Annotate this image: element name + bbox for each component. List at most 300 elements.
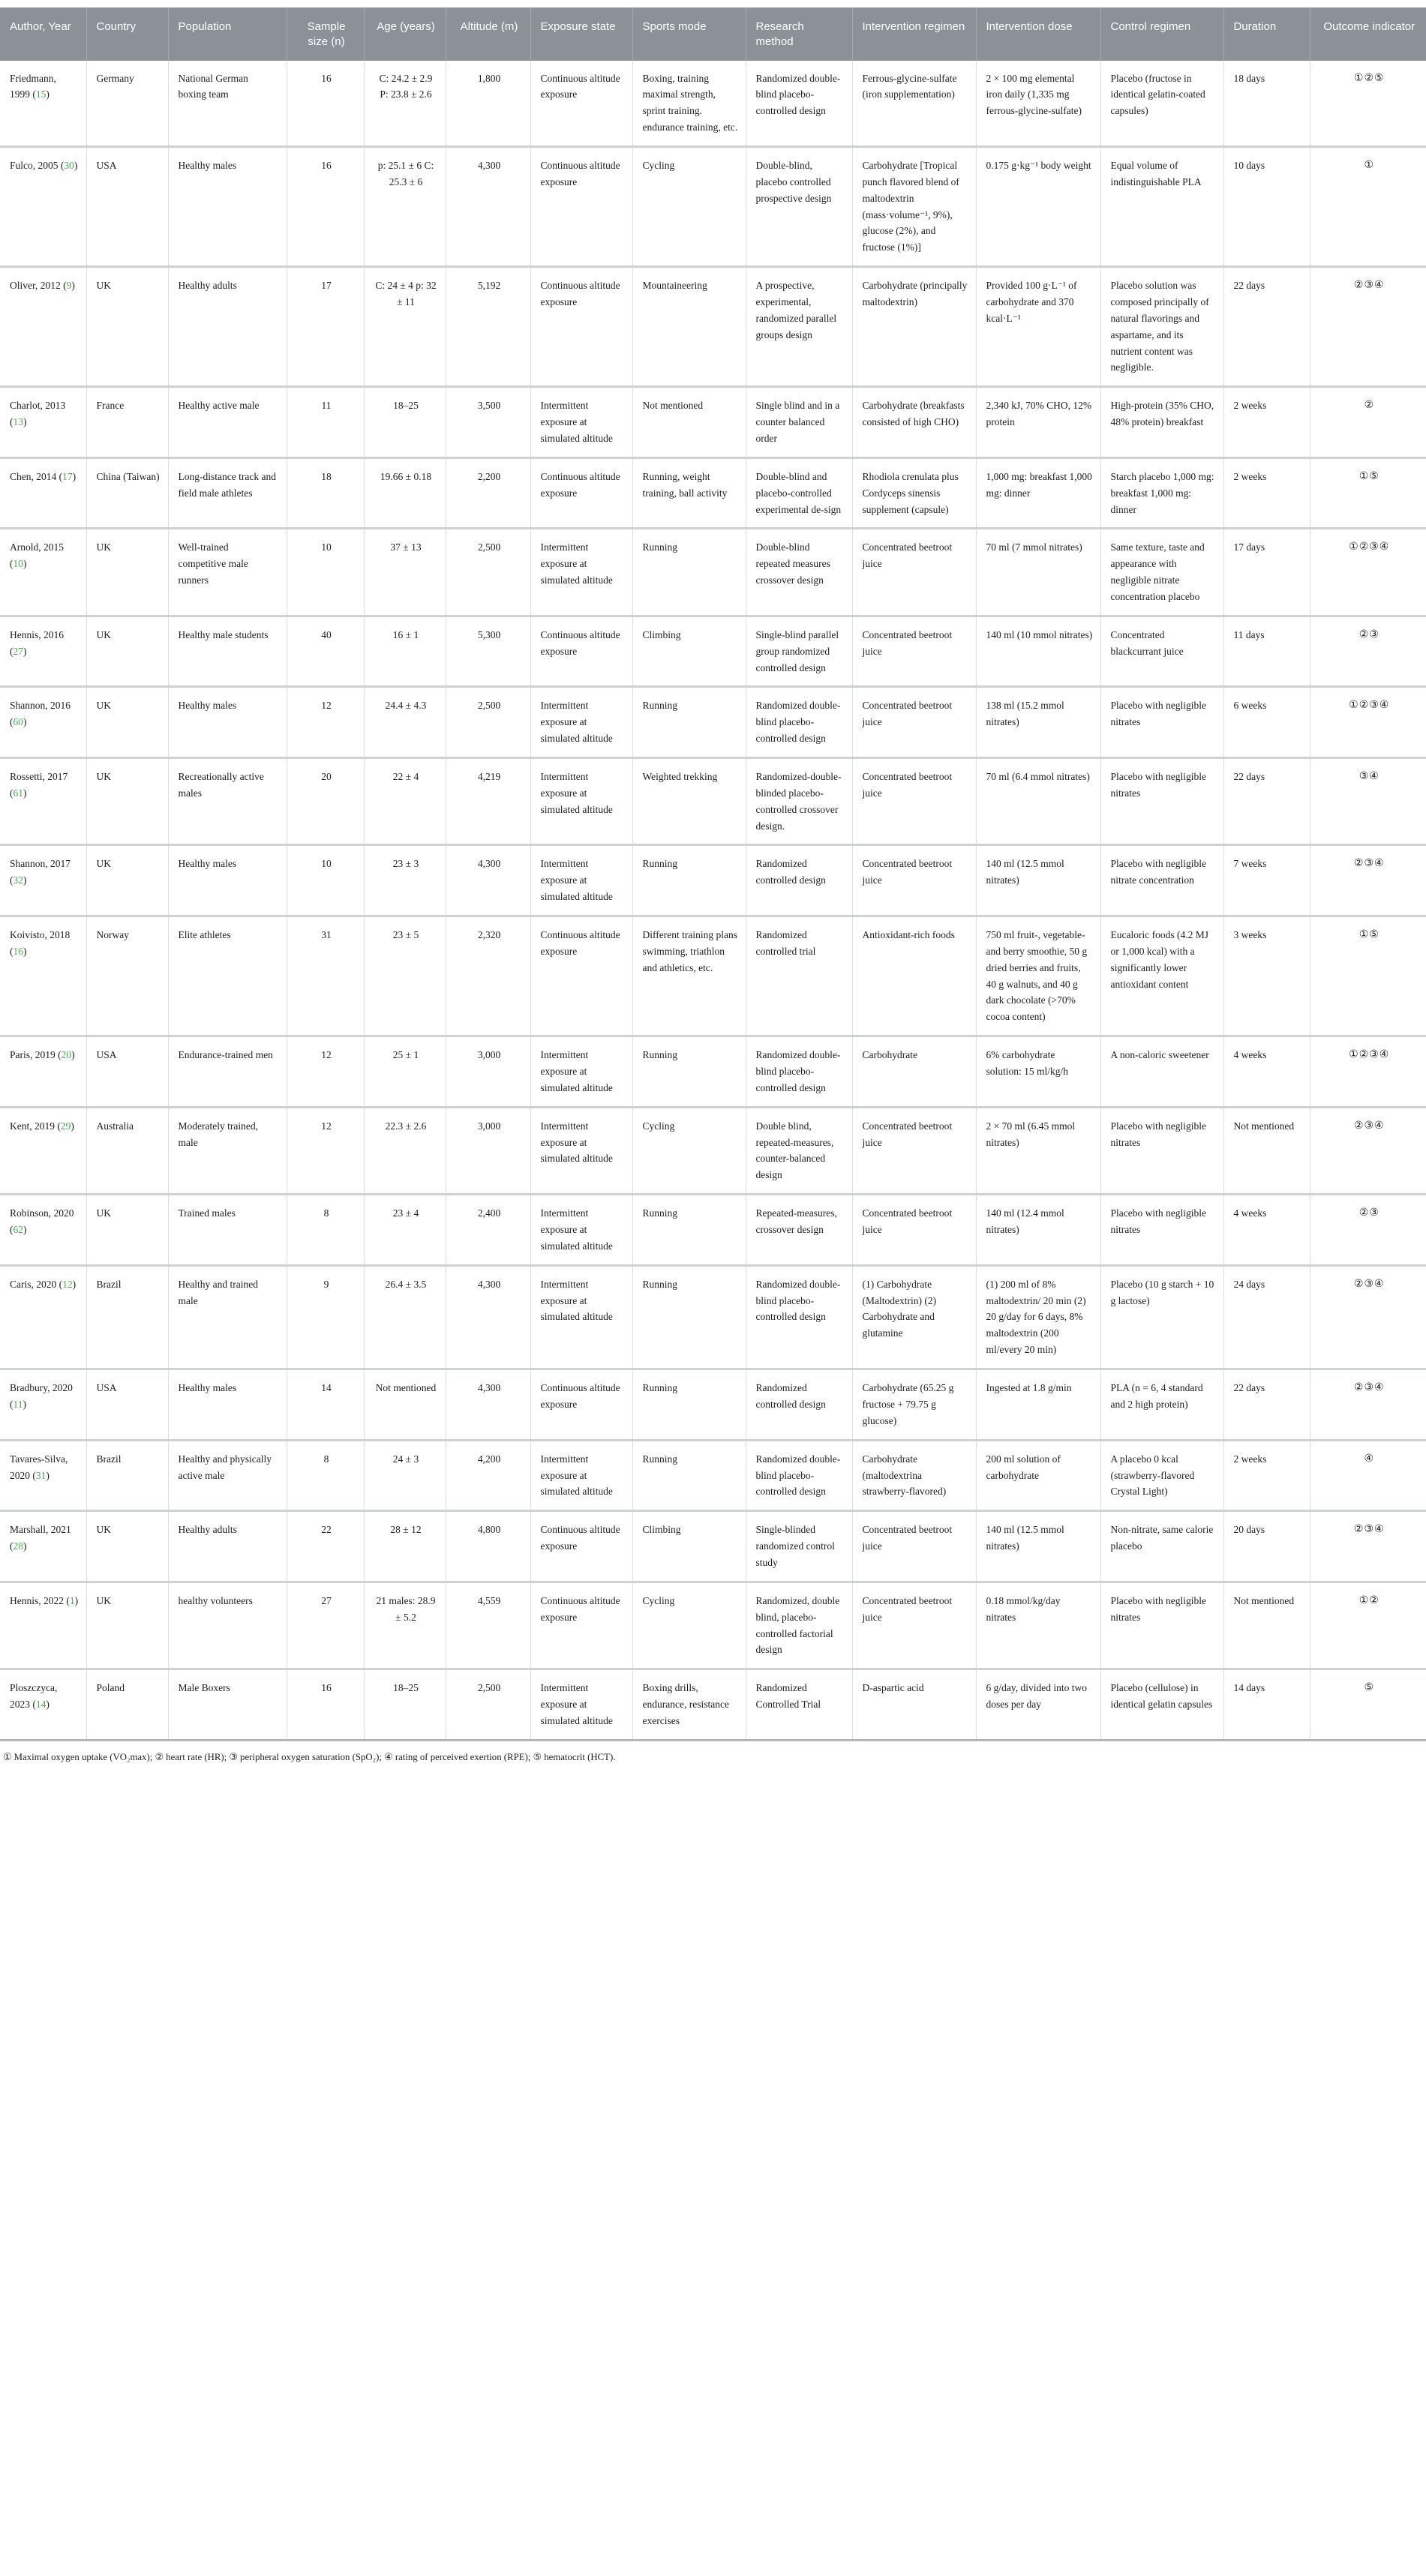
cell-dose: 140 ml (12.4 mmol nitrates) xyxy=(976,1195,1100,1266)
table-row xyxy=(0,1369,1426,1441)
cell-sports: Running xyxy=(632,1440,746,1511)
citation-paren-close: ) xyxy=(23,874,27,886)
cell-country: UK xyxy=(86,1511,168,1582)
citation-link[interactable] xyxy=(59,471,77,482)
cell-country: China (Taiwan) xyxy=(86,457,168,529)
citation-link[interactable] xyxy=(10,787,27,799)
cell-outcome: ①②⑤ xyxy=(1310,61,1426,147)
cell-research: Double-blind repeated measures crossover design xyxy=(746,529,852,616)
cell-dose: 6% carbohydrate solution: 15 ml/kg/h xyxy=(976,1036,1100,1108)
citation-number[interactable]: 10 xyxy=(13,558,23,570)
citation-paren-open: ( xyxy=(60,159,65,171)
cell-altitude: 2,500 xyxy=(446,687,530,758)
cell-duration: 4 weeks xyxy=(1223,1195,1310,1266)
cell-population: Moderately trained, male xyxy=(168,1107,287,1194)
cell-control: A non-caloric sweetener xyxy=(1100,1036,1223,1108)
cell-country: UK xyxy=(86,758,168,845)
cell-author xyxy=(0,1669,86,1741)
citation-number[interactable]: 31 xyxy=(35,1469,47,1481)
author-year-text: Marshall, 2021 xyxy=(10,1524,71,1536)
cell-exposure: Continuous altitude exposure xyxy=(530,267,632,387)
cell-age: 26.4 ± 3.5 xyxy=(364,1265,446,1369)
author-year-text: Ploszczyca, 2023 xyxy=(10,1682,58,1711)
author-year-text: Robinson, 2020 xyxy=(10,1207,74,1219)
citation-number[interactable]: 12 xyxy=(62,1278,73,1290)
cell-population: Trained males xyxy=(168,1195,287,1266)
cell-population: Healthy adults xyxy=(168,1511,287,1582)
cell-duration: 14 days xyxy=(1223,1669,1310,1741)
cell-exposure: Intermittent exposure at simulated altitude xyxy=(530,1195,632,1266)
cell-population: National German boxing team xyxy=(168,61,287,147)
cell-population: Healthy males xyxy=(168,1369,287,1441)
cell-dose: 200 ml solution of carbohydrate xyxy=(976,1440,1100,1511)
cell-country: UK xyxy=(86,529,168,616)
citation-link[interactable] xyxy=(10,716,27,727)
cell-population: Recreationally active males xyxy=(168,758,287,845)
cell-sports: Weighted trekking xyxy=(632,758,746,845)
citation-paren-open: ( xyxy=(59,470,63,482)
citation-paren-open: ( xyxy=(10,416,14,428)
cell-exposure: Intermittent exposure at simulated altitude xyxy=(530,845,632,916)
cell-outcome: ①⑤ xyxy=(1310,457,1426,529)
cell-age: 23 ± 5 xyxy=(364,916,446,1036)
citation-number[interactable]: 13 xyxy=(13,416,23,428)
cell-research: Randomized controlled trial xyxy=(746,916,852,1036)
cell-n: 16 xyxy=(287,146,364,266)
cell-age: Not mentioned xyxy=(364,1369,446,1441)
cell-exposure: Continuous altitude exposure xyxy=(530,1582,632,1669)
cell-author xyxy=(0,845,86,916)
cell-country: UK xyxy=(86,845,168,916)
cell-author xyxy=(0,387,86,458)
cell-n: 31 xyxy=(287,916,364,1036)
citation-number[interactable]: 27 xyxy=(13,645,23,657)
cell-duration: 24 days xyxy=(1223,1265,1310,1369)
cell-country: USA xyxy=(86,1369,168,1441)
cell-regimen: Carbohydrate (65.25 g fructose + 79.75 g glucose) xyxy=(852,1369,976,1441)
citation-number[interactable]: 9 xyxy=(66,280,72,292)
citation-paren-close: ) xyxy=(23,787,27,799)
cell-exposure: Continuous altitude exposure xyxy=(530,457,632,529)
cell-n: 12 xyxy=(287,687,364,758)
cell-control: Starch placebo 1,000 mg: breakfast 1,000 mg: dinner xyxy=(1100,457,1223,529)
cell-altitude: 3,500 xyxy=(446,387,530,458)
citation-link[interactable] xyxy=(10,1224,27,1235)
citation-paren-close: ) xyxy=(74,1594,79,1606)
citation-paren-close: ) xyxy=(23,1398,26,1410)
cell-n: 8 xyxy=(287,1440,364,1511)
citation-paren-open: ( xyxy=(32,1699,36,1711)
author-year-text: Bradbury, 2020 xyxy=(10,1382,73,1394)
citation-link[interactable] xyxy=(32,1470,50,1481)
cell-regimen: Antioxidant-rich foods xyxy=(852,916,976,1036)
table-row xyxy=(0,61,1426,147)
cell-altitude: 4,200 xyxy=(446,1440,530,1511)
cell-altitude: 4,300 xyxy=(446,845,530,916)
table-row xyxy=(0,1669,1426,1741)
citation-paren-open: ( xyxy=(66,1594,70,1606)
cell-outcome: ③④ xyxy=(1310,758,1426,845)
cell-population: Healthy and trained male xyxy=(168,1265,287,1369)
cell-outcome: ② xyxy=(1310,387,1426,458)
cell-research: Randomized Controlled Trial xyxy=(746,1669,852,1741)
cell-age: 18–25 xyxy=(364,387,446,458)
cell-age: 25 ± 1 xyxy=(364,1036,446,1108)
citation-paren-close: ) xyxy=(23,1224,27,1236)
citation-paren-close: ) xyxy=(23,1540,27,1552)
cell-n: 16 xyxy=(287,1669,364,1741)
citation-number[interactable]: 20 xyxy=(61,1049,72,1061)
cell-altitude: 2,500 xyxy=(446,1669,530,1741)
citation-paren-open: ( xyxy=(57,1120,61,1132)
citation-link[interactable] xyxy=(58,1049,75,1060)
cell-outcome: ①② xyxy=(1310,1582,1426,1669)
citation-link[interactable] xyxy=(32,1699,50,1710)
cell-control: High-protein (35% CHO, 48% protein) breakfast xyxy=(1100,387,1223,458)
citation-number[interactable]: 60 xyxy=(13,716,23,728)
citation-link[interactable] xyxy=(10,946,27,957)
cell-research: Randomized double-blind placebo-controlled design xyxy=(746,1265,852,1369)
citation-number[interactable]: 32 xyxy=(13,874,23,886)
cell-control: Placebo with negligible nitrate concentration xyxy=(1100,845,1223,916)
cell-author xyxy=(0,916,86,1036)
cell-research: Single-blind parallel group randomized controlled design xyxy=(746,616,852,687)
cell-sports: Running xyxy=(632,1036,746,1108)
cell-regimen: Concentrated beetroot juice xyxy=(852,529,976,616)
cell-research: Double-blind, placebo controlled prospective design xyxy=(746,146,852,266)
cell-research: Randomized double-blind placebo-controlled design xyxy=(746,1440,852,1511)
cell-dose: 138 ml (15.2 mmol nitrates) xyxy=(976,687,1100,758)
author-year-text: Hennis, 2016 xyxy=(10,628,64,640)
citation-paren-close: ) xyxy=(72,470,77,482)
cell-exposure: Continuous altitude exposure xyxy=(530,916,632,1036)
cell-dose: Provided 100 g·L⁻¹ of carbohydrate and 370 kcal·L⁻¹ xyxy=(976,267,1100,387)
cell-control: Equal volume of indistinguishable PLA xyxy=(1100,146,1223,266)
cell-population: Long-distance track and field male athletes xyxy=(168,457,287,529)
cell-author xyxy=(0,1369,86,1441)
cell-age: 23 ± 4 xyxy=(364,1195,446,1266)
cell-regimen: D-aspartic acid xyxy=(852,1669,976,1741)
cell-dose: 0.175 g·kg⁻¹ body weight xyxy=(976,146,1100,266)
cell-regimen: Rhodiola crenulata plus Cordyceps sinensis supplement (capsule) xyxy=(852,457,976,529)
cell-sports: Mountaineering xyxy=(632,267,746,387)
col-header-altitude: Altitude (m) xyxy=(446,7,530,61)
cell-population: healthy volunteers xyxy=(168,1582,287,1669)
col-header-author: Author, Year xyxy=(0,7,86,61)
cell-altitude: 2,200 xyxy=(446,457,530,529)
cell-outcome: ②③④ xyxy=(1310,845,1426,916)
cell-n: 16 xyxy=(287,61,364,147)
cell-sports: Climbing xyxy=(632,616,746,687)
cell-regimen: Concentrated beetroot juice xyxy=(852,1582,976,1669)
citation-link[interactable] xyxy=(66,1595,78,1606)
cell-dose: Ingested at 1.8 g/min xyxy=(976,1369,1100,1441)
cell-duration: 6 weeks xyxy=(1223,687,1310,758)
citation-paren-close: ) xyxy=(23,558,27,570)
table-row xyxy=(0,758,1426,845)
col-header-dose: Intervention dose xyxy=(976,7,1100,61)
citation-link[interactable] xyxy=(10,646,27,657)
cell-duration: Not mentioned xyxy=(1223,1107,1310,1194)
cell-altitude: 2,320 xyxy=(446,916,530,1036)
author-year-text: Chen, 2014 xyxy=(10,470,57,482)
citation-paren-close: ) xyxy=(23,716,27,728)
cell-country: Brazil xyxy=(86,1440,168,1511)
cell-sports: Climbing xyxy=(632,1511,746,1582)
cell-sports: Running xyxy=(632,1195,746,1266)
cell-exposure: Continuous altitude exposure xyxy=(530,146,632,266)
cell-n: 14 xyxy=(287,1369,364,1441)
citation-number[interactable]: 30 xyxy=(64,159,74,171)
citation-paren-close: ) xyxy=(46,88,50,100)
cell-research: A prospective, experimental, randomized parallel groups design xyxy=(746,267,852,387)
citation-number[interactable]: 16 xyxy=(13,945,23,957)
cell-dose: 2 × 100 mg elemental iron daily (1,335 mg ferrous-glycine-sulfate) xyxy=(976,61,1100,147)
citation-paren-open: ( xyxy=(63,280,67,292)
cell-n: 9 xyxy=(287,1265,364,1369)
table-row xyxy=(0,616,1426,687)
cell-duration: 22 days xyxy=(1223,758,1310,845)
citation-paren-open: ( xyxy=(32,1469,36,1481)
citation-number[interactable]: 29 xyxy=(60,1120,71,1132)
col-header-country: Country xyxy=(86,7,168,61)
cell-exposure: Intermittent exposure at simulated altitude xyxy=(530,1265,632,1369)
citation-link[interactable] xyxy=(10,558,27,569)
cell-country: UK xyxy=(86,1582,168,1669)
citation-link[interactable] xyxy=(59,1279,77,1290)
citation-link[interactable] xyxy=(10,1399,26,1410)
cell-control: Placebo (cellulose) in identical gelatin capsules xyxy=(1100,1669,1223,1741)
table-row xyxy=(0,529,1426,616)
citation-paren-open: ( xyxy=(59,1278,63,1290)
cell-control: Placebo solution was composed principally of natural flavorings and aspartame, and its nutrient content was negligible. xyxy=(1100,267,1223,387)
cell-population: Healthy adults xyxy=(168,267,287,387)
cell-n: 18 xyxy=(287,457,364,529)
cell-author xyxy=(0,529,86,616)
cell-regimen: Carbohydrate (breakfasts consisted of high CHO) xyxy=(852,387,976,458)
cell-population: Well-trained competitive male runners xyxy=(168,529,287,616)
cell-n: 12 xyxy=(287,1036,364,1108)
cell-author xyxy=(0,1582,86,1669)
cell-dose: 140 ml (12.5 mmol nitrates) xyxy=(976,845,1100,916)
cell-n: 10 xyxy=(287,529,364,616)
cell-sports: Different training plans swimming, triathlon and athletics, etc. xyxy=(632,916,746,1036)
cell-age: 23 ± 3 xyxy=(364,845,446,916)
citation-number[interactable]: 14 xyxy=(35,1699,47,1711)
citation-number[interactable]: 17 xyxy=(62,470,73,482)
table-row xyxy=(0,1036,1426,1108)
cell-regimen: Ferrous-glycine-sulfate (iron supplementation) xyxy=(852,61,976,147)
citation-paren-open: ( xyxy=(10,787,14,799)
cell-outcome: ④ xyxy=(1310,1440,1426,1511)
citation-paren-close: ) xyxy=(23,945,27,957)
cell-exposure: Intermittent exposure at simulated altitude xyxy=(530,529,632,616)
header-row xyxy=(0,7,1426,61)
cell-age: 19.66 ± 0.18 xyxy=(364,457,446,529)
cell-population: Healthy males xyxy=(168,146,287,266)
citation-link[interactable] xyxy=(10,416,27,427)
cell-control: Placebo (fructose in identical gelatin-coated capsules) xyxy=(1100,61,1223,147)
author-year-text: Arnold, 2015 xyxy=(10,541,64,553)
cell-control: Placebo (10 g starch + 10 g lactose) xyxy=(1100,1265,1223,1369)
cell-regimen: Carbohydrate (maltodextrina strawberry-flavored) xyxy=(852,1440,976,1511)
cell-age: p: 25.1 ± 6 C: 25.3 ± 6 xyxy=(364,146,446,266)
cell-dose: 2,340 kJ, 70% CHO, 12% protein xyxy=(976,387,1100,458)
cell-sports: Running xyxy=(632,1369,746,1441)
cell-author xyxy=(0,146,86,266)
cell-age: 28 ± 12 xyxy=(364,1511,446,1582)
cell-age: C: 24.2 ± 2.9 P: 23.8 ± 2.6 xyxy=(364,61,446,147)
table-footnote: ① Maximal oxygen uptake (VO₂max); ② heart rate (HR); ③ peripheral oxygen saturation (SpO₂); ④ rating of perceived exertion (RPE); ⑤ hematocrit (HCT). xyxy=(3,1751,616,1762)
cell-duration: 2 weeks xyxy=(1223,1440,1310,1511)
cell-exposure: Intermittent exposure at simulated altitude xyxy=(530,1669,632,1741)
cell-age: 18–25 xyxy=(364,1669,446,1741)
citation-link[interactable] xyxy=(10,1540,27,1552)
citation-paren-open: ( xyxy=(10,558,14,570)
cell-population: Healthy males xyxy=(168,687,287,758)
cell-age: 22 ± 4 xyxy=(364,758,446,845)
cell-sports: Running xyxy=(632,845,746,916)
cell-duration: 20 days xyxy=(1223,1511,1310,1582)
cell-n: 20 xyxy=(287,758,364,845)
cell-sports: Cycling xyxy=(632,1107,746,1194)
cell-n: 40 xyxy=(287,616,364,687)
cell-research: Single-blinded randomized control study xyxy=(746,1511,852,1582)
cell-dose: 140 ml (10 mmol nitrates) xyxy=(976,616,1100,687)
cell-author xyxy=(0,758,86,845)
cell-control: A placebo 0 kcal (strawberry-flavored Crystal Light) xyxy=(1100,1440,1223,1511)
cell-regimen: Concentrated beetroot juice xyxy=(852,1195,976,1266)
author-year-text: Caris, 2020 xyxy=(10,1278,57,1290)
author-year-text: Oliver, 2012 xyxy=(10,280,61,292)
citation-number[interactable]: 61 xyxy=(13,787,23,799)
citation-paren-open: ( xyxy=(32,88,36,100)
cell-author xyxy=(0,267,86,387)
citation-paren-open: ( xyxy=(10,716,14,728)
table-row xyxy=(0,687,1426,758)
cell-population: Healthy males xyxy=(168,845,287,916)
cell-n: 11 xyxy=(287,387,364,458)
cell-regimen: Concentrated beetroot juice xyxy=(852,845,976,916)
citation-number[interactable]: 62 xyxy=(13,1224,23,1236)
cell-control: PLA (n = 6, 4 standard and 2 high protein) xyxy=(1100,1369,1223,1441)
cell-outcome: ②③ xyxy=(1310,1195,1426,1266)
cell-research: Randomized double-blind placebo-controlled design xyxy=(746,1036,852,1108)
cell-research: Repeated-measures, crossover design xyxy=(746,1195,852,1266)
cell-altitude: 3,000 xyxy=(446,1107,530,1194)
cell-exposure: Intermittent exposure at simulated altitude xyxy=(530,387,632,458)
cell-outcome: ①②③④ xyxy=(1310,687,1426,758)
cell-age: 37 ± 13 xyxy=(364,529,446,616)
cell-country: UK xyxy=(86,687,168,758)
cell-duration: 22 days xyxy=(1223,1369,1310,1441)
cell-duration: 7 weeks xyxy=(1223,845,1310,916)
table-row xyxy=(0,146,1426,266)
cell-sports: Running xyxy=(632,529,746,616)
cell-control: Placebo with negligible nitrates xyxy=(1100,1582,1223,1669)
cell-exposure: Continuous altitude exposure xyxy=(530,61,632,147)
citation-number[interactable]: 28 xyxy=(13,1540,23,1552)
citation-link[interactable] xyxy=(57,1120,74,1132)
cell-control: Non-nitrate, same calorie placebo xyxy=(1100,1511,1223,1582)
cell-sports: Boxing drills, endurance, resistance exercises xyxy=(632,1669,746,1741)
cell-exposure: Intermittent exposure at simulated altitude xyxy=(530,687,632,758)
citation-number[interactable]: 1 xyxy=(69,1594,75,1606)
cell-dose: 70 ml (7 mmol nitrates) xyxy=(976,529,1100,616)
cell-altitude: 4,300 xyxy=(446,146,530,266)
cell-control: Same texture, taste and appearance with negligible nitrate concentration placebo xyxy=(1100,529,1223,616)
table-row xyxy=(0,845,1426,916)
cell-author xyxy=(0,61,86,147)
table-row xyxy=(0,457,1426,529)
cell-outcome: ⑤ xyxy=(1310,1669,1426,1741)
table-row xyxy=(0,1265,1426,1369)
cell-exposure: Intermittent exposure at simulated altitude xyxy=(530,758,632,845)
author-year-text: Shannon, 2016 xyxy=(10,700,71,712)
table-row xyxy=(0,1582,1426,1669)
table-row xyxy=(0,1107,1426,1194)
cell-age: 24 ± 3 xyxy=(364,1440,446,1511)
cell-research: Randomized, double blind, placebo-controlled factorial design xyxy=(746,1582,852,1669)
cell-dose: 140 ml (12.5 mmol nitrates) xyxy=(976,1511,1100,1582)
cell-control: Placebo with negligible nitrates xyxy=(1100,758,1223,845)
author-year-text: Kent, 2019 xyxy=(10,1120,55,1132)
cell-altitude: 2,500 xyxy=(446,529,530,616)
cell-control: Placebo with negligible nitrates xyxy=(1100,1107,1223,1194)
table-row xyxy=(0,1195,1426,1266)
col-header-n: Sample size (n) xyxy=(287,7,364,61)
cell-age: C: 24 ± 4 p: 32 ± 11 xyxy=(364,267,446,387)
citation-number[interactable]: 11 xyxy=(13,1398,23,1410)
table-row xyxy=(0,1511,1426,1582)
cell-sports: Running xyxy=(632,687,746,758)
cell-outcome: ①⑤ xyxy=(1310,916,1426,1036)
cell-country: Australia xyxy=(86,1107,168,1194)
citation-paren-close: ) xyxy=(23,416,27,428)
cell-outcome: ②③④ xyxy=(1310,1265,1426,1369)
citation-link[interactable] xyxy=(32,88,50,100)
author-year-text: Paris, 2019 xyxy=(10,1049,56,1061)
cell-outcome: ①②③④ xyxy=(1310,529,1426,616)
cell-regimen: Carbohydrate (principally maltodextrin) xyxy=(852,267,976,387)
cell-outcome: ②③④ xyxy=(1310,1369,1426,1441)
author-year-text: Rossetti, 2017 xyxy=(10,771,68,782)
cell-outcome: ②③④ xyxy=(1310,1511,1426,1582)
citation-paren-close: ) xyxy=(71,1120,74,1132)
cell-dose: 2 × 70 ml (6.45 mmol nitrates) xyxy=(976,1107,1100,1194)
cell-country: Poland xyxy=(86,1669,168,1741)
citation-link[interactable] xyxy=(61,160,78,171)
cell-research: Randomized double-blind placebo-controlled design xyxy=(746,61,852,147)
citation-paren-close: ) xyxy=(71,1049,75,1061)
cell-population: Elite athletes xyxy=(168,916,287,1036)
cell-exposure: Continuous altitude exposure xyxy=(530,1511,632,1582)
cell-duration: 11 days xyxy=(1223,616,1310,687)
cell-research: Randomized double-blind placebo-controlled design xyxy=(746,687,852,758)
citation-link[interactable] xyxy=(10,874,27,886)
cell-population: Healthy active male xyxy=(168,387,287,458)
author-year-text: Friedmann, 1999 xyxy=(10,72,56,100)
table-row xyxy=(0,267,1426,387)
cell-country: UK xyxy=(86,616,168,687)
cell-outcome: ①②③④ xyxy=(1310,1036,1426,1108)
citation-link[interactable] xyxy=(63,280,75,291)
cell-sports: Not mentioned xyxy=(632,387,746,458)
cell-exposure: Intermittent exposure at simulated altitude xyxy=(530,1440,632,1511)
citation-number[interactable]: 15 xyxy=(35,88,47,100)
cell-regimen: Concentrated beetroot juice xyxy=(852,1511,976,1582)
cell-dose: 70 ml (6.4 mmol nitrates) xyxy=(976,758,1100,845)
